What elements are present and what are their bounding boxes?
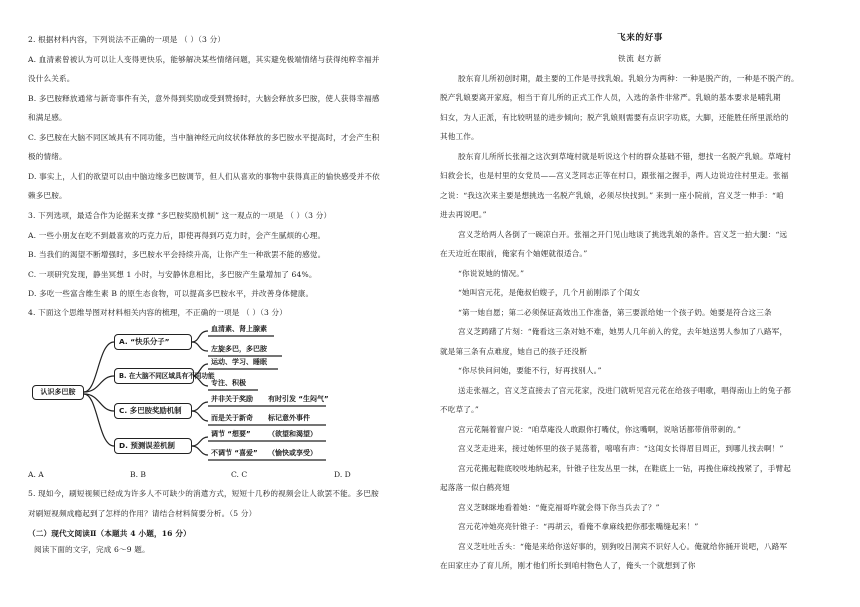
mind-map-diagram <box>28 324 328 464</box>
article-line: 送走张福之，宫义芝直接去了宫元花家，没进门就听见宫元花在给孩子唱歌，唱得南山上的兔子都 <box>458 386 791 395</box>
mind-map-node-c: C. 多巴胺奖励机制 <box>114 403 192 419</box>
q4-option-c: C. C <box>231 470 248 479</box>
article-line: 之说：“我这次来主要是想挑选一名脱产乳娘，必须尽快找到。” 来到一座小院前，宫义芝一伸手：“咱 <box>440 191 784 200</box>
q2-option-b-line2: 和满足感。 <box>28 113 67 122</box>
leaf-d2: 不调节 “喜爱” <box>211 449 258 457</box>
article-line: 宫义芝眯眯地看着她：“俺克福哥咋就会得下你当兵去了？” <box>458 503 660 512</box>
leaf-a2: 左旋多巴，多巴胺 <box>211 345 267 353</box>
q4-option-d: D. D <box>334 470 351 479</box>
article-author: 铁流 赵方新 <box>618 54 662 63</box>
leaf-c1-right: 有时引发 “生闷气” <box>268 395 329 403</box>
article-line: 宫元花隔着窗户说：“咱草庵没人敢跟你打嘴仗，你这嘴啊，说啥话都带俏带刺的。” <box>458 425 742 434</box>
article-line: 宫元花搬起鞋底咬吱地纳起来，针锥子往发丛里一抹，在鞋底上一钻，再挽住麻线拽紧了，手臂起 <box>458 464 791 473</box>
q3-option-c: C. 一项研究发现，静坐冥想 1 小时，与安静休息相比，多巴胺产生量增加了 64%。 <box>28 270 317 279</box>
q2-option-c-line2: 极的情绪。 <box>28 152 67 161</box>
q5-line1: 5. 现如今，刷短视频已经成为许多人不可缺少的消遣方式，短短十几秒的视频会让人欲罢不能。多巴胺 <box>28 489 379 498</box>
q2-option-d-line1: D. 事实上，人们的欲望可以由中脑边缘多巴胺调节，但人们从喜欢的事物中获得真正的愉快感受并不依 <box>28 172 380 181</box>
q2-option-a-line1: A. 血清素曾被认为可以让人变得更快乐，能够解决某些情绪问题，其实避免极端情绪与获得纯粹幸福并 <box>28 55 380 64</box>
article-line: 妇救会长，也是村里的女党员——宫义芝同志正等在村口，跟张福之握手，两人边说边往村里走。张福 <box>440 171 789 180</box>
leaf-b1: 运动、学习、睡眠 <box>211 358 267 366</box>
leaf-d1: 调节 “想要” <box>211 430 251 438</box>
article-line: 胶东育儿所所长张福之这次到草埯村就是听说这个村的群众基础不错，想找一名脱产乳娘。草埯村 <box>458 152 791 161</box>
article-line: 宫元花冲她亮亮针锥子：“再胡云，看俺不拿麻线把你那张嘴缝起来！” <box>458 522 699 531</box>
mind-map-node-a: A. “快乐分子” <box>114 334 192 350</box>
article-line: “你说说她的情况。” <box>458 269 525 278</box>
section-intro: 阅读下面的文字，完成 6～9 题。 <box>34 545 150 554</box>
leaf-d2-right: （愉快或享受） <box>268 449 317 457</box>
q4-option-b: B. B <box>130 470 146 479</box>
q4-option-a: A. A <box>28 470 44 479</box>
article-line: 宫义芝踌躇了片刻：“俺看这三条对她不难，她男人几年前入的党，去年她送男人参加了八路军， <box>458 327 788 336</box>
mind-map-node-d: D. 预测误差机制 <box>114 438 192 454</box>
section-heading: （二）现代文阅读Ⅱ（本题共 4 小题，16 分） <box>28 529 191 538</box>
article-line: 其他工作。 <box>440 132 479 141</box>
leaf-a1: 血清素、肾上腺素 <box>211 325 267 333</box>
article-line: 就是第三条有点难度，她自己的孩子还没断 <box>440 347 588 356</box>
article-line: 在天边近在眼前，俺家有个妯娌就很适合。” <box>440 249 588 258</box>
article-line: 起落落一似白鹤亮翅 <box>440 483 510 492</box>
leaf-c2: 而是关于新奇 <box>211 414 253 422</box>
q2-option-b-line1: B. 多巴胺释放通常与新奇事件有关，意外得到奖励或受到赞扬时，大脑会释放多巴胺，使人获得幸福感 <box>28 94 380 103</box>
article-line: 在田家庄办了育儿所，刚才他们所长到咱村物色人了，俺头一个就想到了你 <box>440 561 696 570</box>
article-line: 进去再说吧。” <box>440 210 487 219</box>
leaf-c1: 并非关于奖励 <box>211 395 253 403</box>
q2-option-d-line2: 赖多巴胺。 <box>28 191 67 200</box>
article-line: 宫义芝给两人各倒了一碗凉白开。张福之开门见山地谈了挑选乳娘的条件。宫义芝一拍大腿：“远 <box>458 230 788 239</box>
article-line: “第一她自愿；第二必须保证高效出工作准备，第三要派给她一个孩子奶。她要是符合这三条 <box>458 308 772 317</box>
q5-line2: 对刷短视频成瘾起到了怎样的作用？请结合材料简要分析。（5 分） <box>28 509 257 518</box>
mind-map-center-node: 认识多巴胺 <box>32 385 84 400</box>
article-line: 宫义芝走进来，接过她怀里的孩子晃荡着，嘻嘻有声：“这闺女长得眉目周正，到哪儿找去啊！” <box>458 444 784 453</box>
article-line: “你尽快问问她，要能不行，好再找别人。” <box>458 366 602 375</box>
q2-option-a-line2: 没什么关系。 <box>28 74 75 83</box>
leaf-b2: 专注、积极 <box>211 379 246 387</box>
article-line: 脱产乳娘要离开家庭，相当于育儿所的正式工作人员，入选的条件非常严。乳娘的基本要求是哺乳期 <box>440 93 781 102</box>
article-line: 宫义芝吐吐舌头：“俺是来给你送好事的，别狗咬吕洞宾不识好人心。俺就给你捅开说吧，八路军 <box>458 542 788 551</box>
article-line: 胶东育儿所初创时期，最主要的工作是寻找乳娘。乳娘分为两种：一种是脱产的，一种是不脱产的。 <box>458 74 799 83</box>
q3-option-a: A. 一些小朋友在吃不到最喜欢的巧克力后，即使再得到巧克力时，会产生腻烦的心理。 <box>28 231 326 240</box>
leaf-d1-right: （欲望和渴望） <box>268 430 317 438</box>
q2-option-c-line1: C. 多巴胺在大脑不同区域具有不同功能，当中脑神经元向纹状体释放的多巴胺水平提高时，才会产生积 <box>28 133 380 142</box>
q2-stem: 2. 根据材料内容，下列说法不正确的一项是 （ ）（3 分） <box>28 35 226 44</box>
q3-option-b: B. 当我们的渴望不断增强时，多巴胺水平会持续升高，让你产生一种欲罢不能的感觉。 <box>28 250 326 259</box>
article-title: 飞来的好事 <box>617 33 663 43</box>
article-line: “她叫宫元花，是俺叔伯嫂子，几个月前刚添了个闺女 <box>458 288 641 297</box>
mind-map-node-b: B. 在大脑不同区域具有不同功能 <box>114 368 194 384</box>
leaf-c2-right: 标记意外事件 <box>268 414 310 422</box>
q3-option-d: D. 多吃一些富含维生素 B 的原生态食物，可以提高多巴胺水平，并改善身体健康。 <box>28 289 314 298</box>
article-line: 不吃草了。” <box>440 405 479 414</box>
article-line: 妇女，为人正派，有比较明显的进步倾向；脱产乳娘则需要有点识字功底，大脚，还能胜任所里派给的 <box>440 113 789 122</box>
q3-stem: 3. 下列选项，最适合作为论据来支撑 “多巴胺奖励机制” 这一观点的一项是 （ ）（3 分） <box>28 211 332 220</box>
q4-stem: 4. 下面这个思维导图对材料相关内容的梳理，不正确的一项是 （ ）（3 分） <box>28 308 288 317</box>
